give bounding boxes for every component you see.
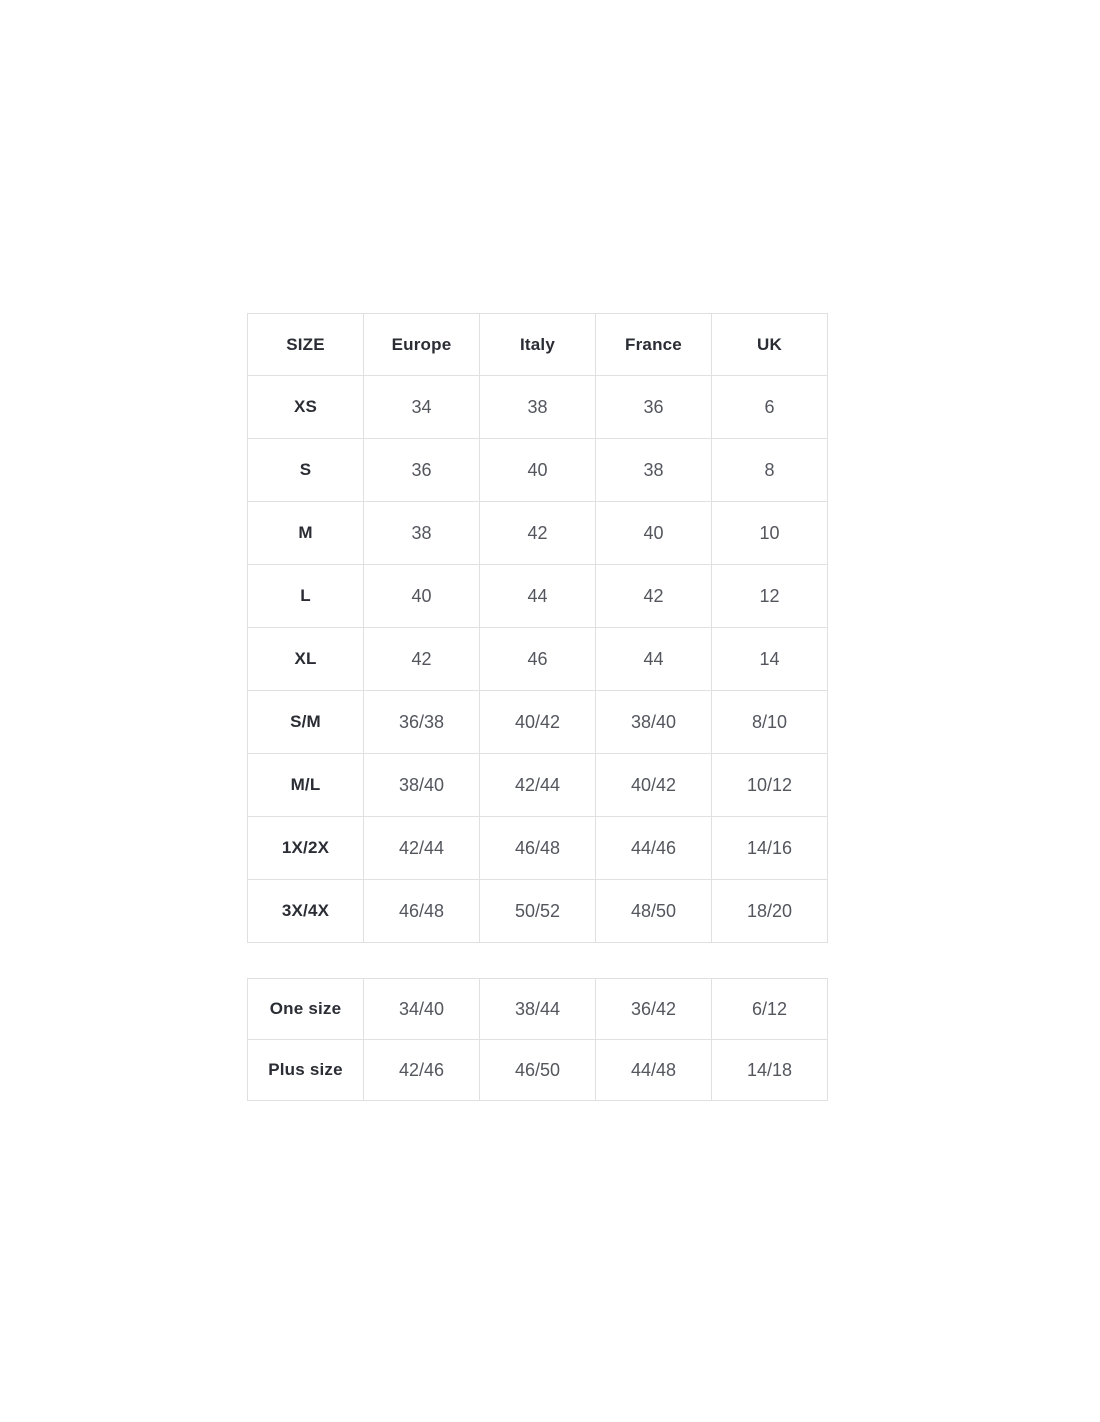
- size-value: 42/44: [514, 774, 561, 795]
- size-label-cell: [248, 376, 364, 439]
- size-label-cell: [248, 979, 364, 1040]
- size-value: 40/42: [630, 774, 677, 795]
- size-value: 46: [527, 648, 548, 669]
- table-row-1x-2x: [248, 817, 828, 880]
- size-value-cell: [712, 880, 828, 943]
- column-header-label: UK: [757, 334, 782, 354]
- size-value-cell: [364, 439, 480, 502]
- size-label-cell: [248, 880, 364, 943]
- size-label-cell: [248, 754, 364, 817]
- size-label: M/L: [290, 775, 321, 794]
- size-value-cell: [596, 628, 712, 691]
- size-value: 42: [411, 648, 432, 669]
- size-label: One size: [269, 999, 342, 1018]
- size-value-cell: [364, 1040, 480, 1101]
- size-value-cell: [364, 565, 480, 628]
- size-label-cell: [248, 565, 364, 628]
- size-label-cell: [248, 502, 364, 565]
- size-value: 14/18: [746, 1059, 793, 1080]
- column-header-label: Italy: [519, 334, 556, 354]
- table-row-m: [248, 502, 828, 565]
- table-row-xs: [248, 376, 828, 439]
- size-value-cell: [480, 439, 596, 502]
- size-label: M: [298, 523, 313, 542]
- size-value-cell: [364, 376, 480, 439]
- size-value-cell: [364, 502, 480, 565]
- size-value-cell: [364, 817, 480, 880]
- size-value-cell: [364, 691, 480, 754]
- size-value-cell: [712, 502, 828, 565]
- size-value: 44: [643, 648, 664, 669]
- size-value: 36/38: [398, 711, 445, 732]
- size-value: 36: [411, 459, 432, 480]
- size-value-cell: [480, 565, 596, 628]
- size-value: 42/46: [398, 1059, 445, 1080]
- table-header-row: [248, 314, 828, 376]
- column-header-europe: [364, 314, 480, 376]
- size-label-cell: [248, 691, 364, 754]
- size-label-cell: [248, 628, 364, 691]
- size-value: 46/48: [398, 900, 445, 921]
- column-header-uk: [712, 314, 828, 376]
- size-value-cell: [364, 880, 480, 943]
- size-value-cell: [364, 754, 480, 817]
- size-value: 50/52: [514, 900, 561, 921]
- size-value: 38/40: [398, 774, 445, 795]
- size-value-cell: [596, 880, 712, 943]
- size-value: 38/44: [514, 998, 561, 1019]
- size-value-cell: [480, 880, 596, 943]
- size-value: 42/44: [398, 837, 445, 858]
- size-value: 40: [527, 459, 548, 480]
- size-value: 6: [764, 396, 775, 417]
- size-value: 38/40: [630, 711, 677, 732]
- table-row-s-m: [248, 691, 828, 754]
- column-header-italy: [480, 314, 596, 376]
- size-label: Plus size: [268, 1060, 343, 1079]
- size-value: 14/16: [746, 837, 793, 858]
- size-label: 1X/2X: [281, 838, 330, 857]
- table-row-xl: [248, 628, 828, 691]
- size-value: 34: [411, 396, 432, 417]
- size-value: 12: [759, 585, 780, 606]
- size-value-cell: [712, 439, 828, 502]
- size-conversion-table: [247, 313, 828, 943]
- column-header-label: SIZE: [286, 334, 325, 354]
- size-value-cell: [596, 691, 712, 754]
- size-value-cell: [712, 754, 828, 817]
- size-value-cell: [712, 979, 828, 1040]
- size-value-cell: [596, 817, 712, 880]
- column-header-size: [248, 314, 364, 376]
- size-value: 10: [759, 522, 780, 543]
- size-label: L: [300, 586, 311, 605]
- column-header-france: [596, 314, 712, 376]
- size-value-cell: [712, 1040, 828, 1101]
- size-label: XL: [294, 649, 317, 668]
- size-value: 38: [527, 396, 548, 417]
- size-label: 3X/4X: [281, 901, 330, 920]
- size-value-cell: [712, 691, 828, 754]
- size-value: 46/50: [514, 1059, 561, 1080]
- size-value: 48/50: [630, 900, 677, 921]
- size-value-cell: [480, 376, 596, 439]
- size-label: S/M: [290, 712, 321, 731]
- size-value: 8: [764, 459, 775, 480]
- size-value: 46/48: [514, 837, 561, 858]
- size-value: 40: [411, 585, 432, 606]
- size-value: 36/42: [630, 998, 677, 1019]
- size-value-cell: [480, 628, 596, 691]
- size-value-cell: [596, 376, 712, 439]
- size-value-cell: [480, 979, 596, 1040]
- one-size-plus-size-table: [247, 978, 828, 1101]
- size-label: S: [299, 460, 312, 479]
- size-label-cell: [248, 817, 364, 880]
- size-value: 40/42: [514, 711, 561, 732]
- size-value-cell: [596, 979, 712, 1040]
- size-value: 38: [411, 522, 432, 543]
- size-value-cell: [364, 979, 480, 1040]
- size-label-cell: [248, 439, 364, 502]
- column-header-label: Europe: [391, 334, 452, 354]
- size-value: 10/12: [746, 774, 793, 795]
- table-row-one-size: [248, 979, 828, 1040]
- size-value: 44: [527, 585, 548, 606]
- size-value-cell: [596, 565, 712, 628]
- size-value-cell: [712, 817, 828, 880]
- size-value-cell: [480, 691, 596, 754]
- size-value: 34/40: [398, 998, 445, 1019]
- size-value: 18/20: [746, 900, 793, 921]
- size-value: 36: [643, 396, 664, 417]
- table-row-plus-size: [248, 1040, 828, 1101]
- table-row-m-l: [248, 754, 828, 817]
- size-value-cell: [596, 1040, 712, 1101]
- size-value-cell: [596, 502, 712, 565]
- size-value-cell: [364, 628, 480, 691]
- column-header-label: France: [625, 334, 682, 354]
- size-value: 14: [759, 648, 780, 669]
- size-value-cell: [596, 754, 712, 817]
- size-label-cell: [248, 1040, 364, 1101]
- size-value: 42: [527, 522, 548, 543]
- table-row-s: [248, 439, 828, 502]
- size-value: 6/12: [751, 998, 788, 1019]
- size-value-cell: [712, 628, 828, 691]
- size-value-cell: [480, 1040, 596, 1101]
- size-value: 44/46: [630, 837, 677, 858]
- size-value: 8/10: [751, 711, 788, 732]
- size-value: 38: [643, 459, 664, 480]
- size-value-cell: [480, 817, 596, 880]
- size-value: 44/48: [630, 1059, 677, 1080]
- size-value-cell: [712, 565, 828, 628]
- size-value-cell: [596, 439, 712, 502]
- size-value-cell: [480, 754, 596, 817]
- size-value-cell: [712, 376, 828, 439]
- size-value: 42: [643, 585, 664, 606]
- size-value-cell: [480, 502, 596, 565]
- size-value: 40: [643, 522, 664, 543]
- size-label: XS: [293, 397, 318, 416]
- table-row-l: [248, 565, 828, 628]
- table-row-3x-4x: [248, 880, 828, 943]
